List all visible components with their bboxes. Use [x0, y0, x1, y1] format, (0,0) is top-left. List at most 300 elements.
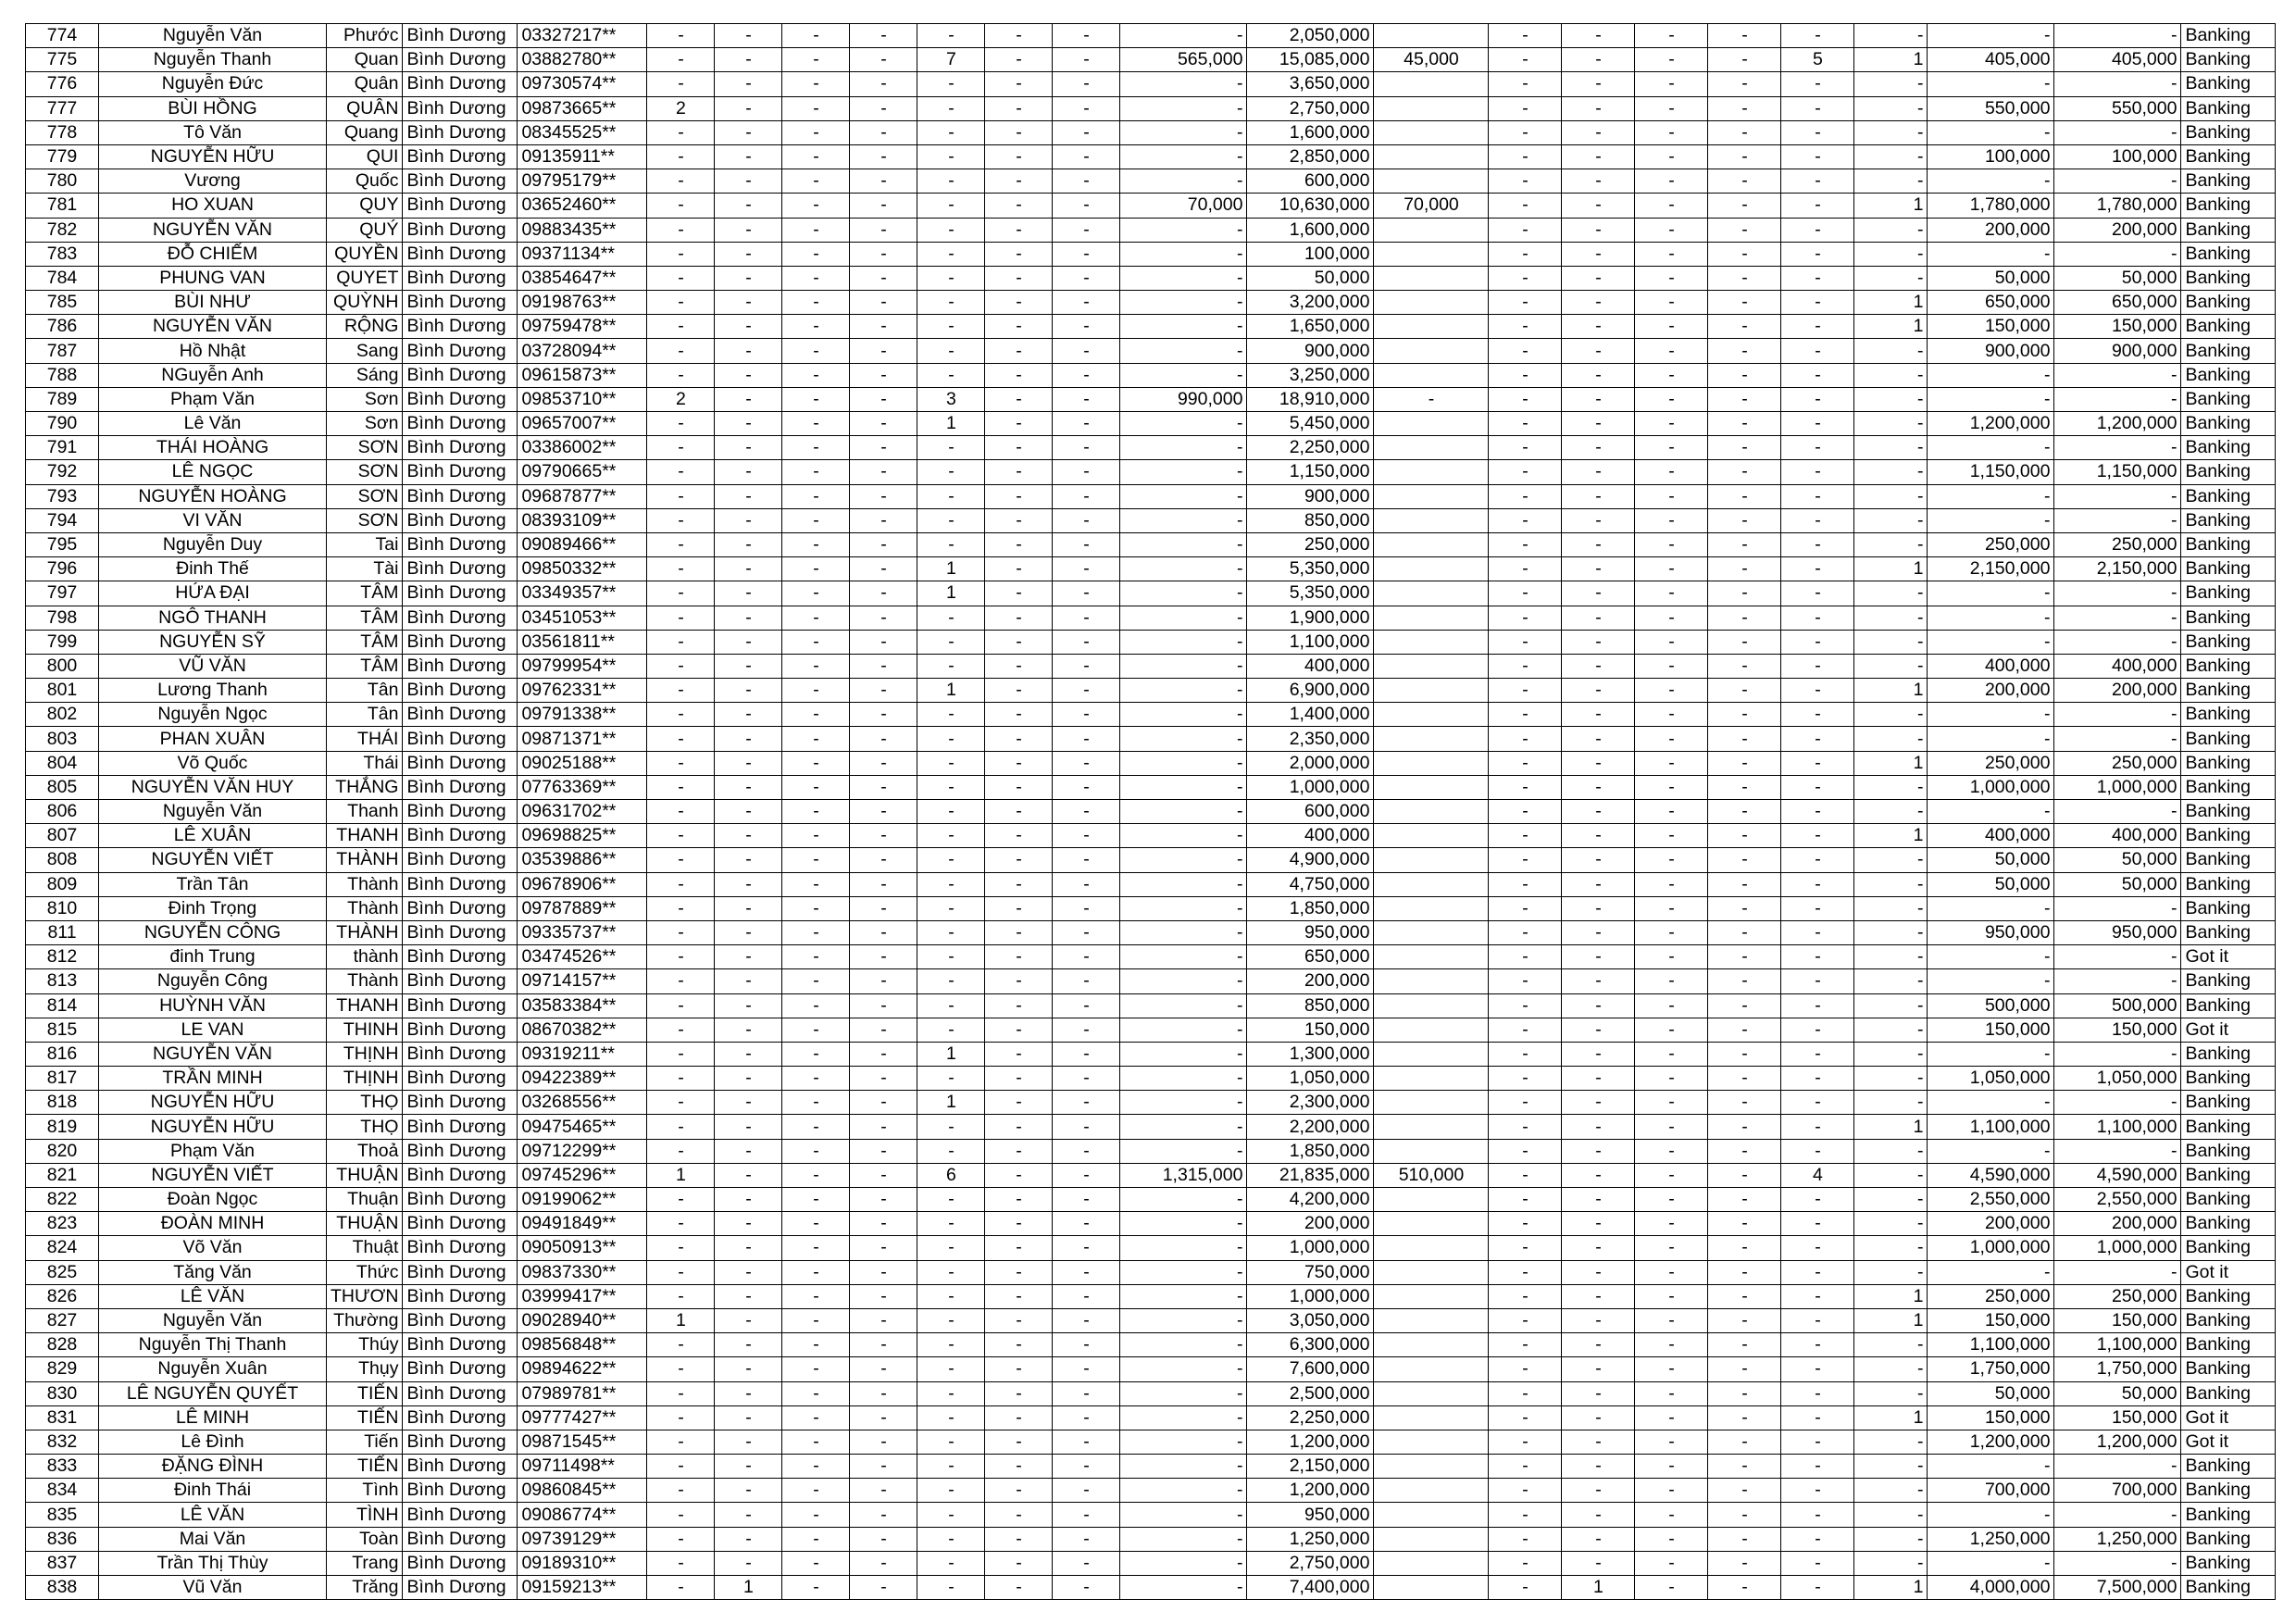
cell-sdt: 09631702** [518, 800, 647, 824]
cell-c6: - [985, 1308, 1053, 1332]
cell-c4: - [850, 96, 917, 120]
cell-sdt: 09319211** [518, 1042, 647, 1066]
table-row [26, 291, 2276, 315]
cell-stt: 779 [26, 144, 99, 169]
cell-sdt: 03474526** [518, 945, 647, 969]
cell-ten: Quốc [327, 169, 403, 194]
cell-c6: - [985, 315, 1053, 339]
spreadsheet-table [25, 23, 2276, 1600]
cell-d6: - [1854, 1163, 1928, 1187]
cell-v2: 150,000 [1247, 1018, 1374, 1042]
cell-c6: - [985, 387, 1053, 411]
cell-ten: Thụy [327, 1357, 403, 1381]
cell-c5: 6 [917, 1163, 985, 1187]
cell-d6: 1 [1854, 824, 1928, 848]
cell-v2: 650,000 [1247, 945, 1374, 969]
cell-c7: - [1053, 1163, 1120, 1187]
cell-c7: - [1053, 315, 1120, 339]
cell-stt: 788 [26, 363, 99, 387]
cell-v1: - [1120, 920, 1247, 944]
cell-c5: 1 [917, 581, 985, 606]
cell-d3: - [1635, 266, 1708, 290]
cell-d1: - [1489, 1333, 1562, 1357]
cell-c7: - [1053, 1503, 1120, 1527]
cell-v1: - [1120, 1576, 1247, 1600]
cell-v5: 250,000 [2054, 751, 2181, 775]
cell-d5: - [1781, 1260, 1854, 1284]
cell-c6: - [985, 872, 1053, 896]
cell-c1: - [647, 194, 715, 218]
cell-c6: - [985, 1091, 1053, 1115]
cell-d5: - [1781, 484, 1854, 508]
cell-tinh: Bình Dương [403, 993, 518, 1018]
cell-c1: - [647, 120, 715, 144]
cell-d5: - [1781, 315, 1854, 339]
table-row [26, 120, 2276, 144]
cell-c1: - [647, 751, 715, 775]
cell-c3: - [782, 266, 850, 290]
cell-d4: - [1708, 218, 1781, 242]
cell-ten: Quang [327, 120, 403, 144]
cell-ten: Phước [327, 24, 403, 48]
cell-c5: - [917, 1357, 985, 1381]
cell-v2: 50,000 [1247, 266, 1374, 290]
cell-v3 [1374, 1455, 1489, 1479]
cell-pay: Banking [2181, 775, 2276, 799]
cell-c3: - [782, 242, 850, 266]
cell-c2: - [715, 266, 782, 290]
cell-d3: - [1635, 824, 1708, 848]
cell-c2: - [715, 120, 782, 144]
cell-v1: - [1120, 679, 1247, 703]
cell-d5: - [1781, 1357, 1854, 1381]
cell-v4: - [1928, 436, 2054, 460]
cell-d1: - [1489, 824, 1562, 848]
cell-v2: 2,300,000 [1247, 1091, 1374, 1115]
cell-c2: - [715, 800, 782, 824]
table-row [26, 1067, 2276, 1091]
cell-pay: Banking [2181, 1333, 2276, 1357]
cell-d4: - [1708, 1357, 1781, 1381]
cell-d6: - [1854, 727, 1928, 751]
cell-pay: Banking [2181, 1067, 2276, 1091]
cell-d1: - [1489, 1091, 1562, 1115]
cell-d3: - [1635, 194, 1708, 218]
cell-d5: - [1781, 848, 1854, 872]
cell-sdt: 09475465** [518, 1115, 647, 1139]
cell-ho: THÁI HOÀNG [99, 436, 327, 460]
cell-c2: - [715, 945, 782, 969]
cell-c3: - [782, 1188, 850, 1212]
cell-v2: 15,085,000 [1247, 48, 1374, 72]
cell-c5: 1 [917, 557, 985, 581]
cell-v5: - [2054, 1551, 2181, 1575]
cell-c6: - [985, 1115, 1053, 1139]
cell-c5: - [917, 1551, 985, 1575]
cell-v1: - [1120, 436, 1247, 460]
cell-d6: - [1854, 1551, 1928, 1575]
cell-d4: - [1708, 532, 1781, 556]
cell-c6: - [985, 848, 1053, 872]
cell-d1: - [1489, 144, 1562, 169]
table-row [26, 1479, 2276, 1503]
cell-v3 [1374, 1381, 1489, 1405]
cell-c3: - [782, 1405, 850, 1430]
cell-tinh: Bình Dương [403, 1381, 518, 1405]
cell-c7: - [1053, 532, 1120, 556]
table-row [26, 508, 2276, 532]
cell-ten: TÂM [327, 654, 403, 678]
cell-d4: - [1708, 1503, 1781, 1527]
cell-ho: Đoàn Ngọc [99, 1188, 327, 1212]
cell-v1: - [1120, 1236, 1247, 1260]
cell-c7: - [1053, 1357, 1120, 1381]
cell-d4: - [1708, 169, 1781, 194]
cell-c5: - [917, 1455, 985, 1479]
cell-c7: - [1053, 363, 1120, 387]
cell-d2: - [1562, 1381, 1635, 1405]
cell-c7: - [1053, 508, 1120, 532]
cell-v1: - [1120, 315, 1247, 339]
cell-pay: Banking [2181, 120, 2276, 144]
cell-c2: - [715, 751, 782, 775]
cell-pay: Banking [2181, 1527, 2276, 1551]
cell-d4: - [1708, 24, 1781, 48]
cell-v5: 100,000 [2054, 144, 2181, 169]
cell-c5: - [917, 1188, 985, 1212]
table-row [26, 1381, 2276, 1405]
cell-v5: 4,590,000 [2054, 1163, 2181, 1187]
cell-d5: - [1781, 945, 1854, 969]
cell-c6: - [985, 508, 1053, 532]
cell-v5: 900,000 [2054, 339, 2181, 363]
cell-ho: đinh Trung [99, 945, 327, 969]
cell-d4: - [1708, 800, 1781, 824]
cell-stt: 780 [26, 169, 99, 194]
cell-tinh: Bình Dương [403, 218, 518, 242]
cell-d6: 1 [1854, 194, 1928, 218]
cell-v4: 1,000,000 [1928, 775, 2054, 799]
cell-c1: - [647, 945, 715, 969]
cell-d3: - [1635, 24, 1708, 48]
cell-v3 [1374, 751, 1489, 775]
cell-c1: - [647, 1115, 715, 1139]
cell-v3 [1374, 679, 1489, 703]
cell-c6: - [985, 1188, 1053, 1212]
cell-c6: - [985, 606, 1053, 630]
cell-sdt: 09687877** [518, 484, 647, 508]
cell-c5: - [917, 218, 985, 242]
cell-d3: - [1635, 1139, 1708, 1163]
cell-d5: - [1781, 412, 1854, 436]
cell-v4: - [1928, 800, 2054, 824]
cell-v4: - [1928, 387, 2054, 411]
cell-d6: - [1854, 1042, 1928, 1066]
cell-c1: - [647, 339, 715, 363]
cell-stt: 831 [26, 1405, 99, 1430]
table-row [26, 824, 2276, 848]
cell-v1: - [1120, 532, 1247, 556]
cell-c5: - [917, 436, 985, 460]
cell-stt: 781 [26, 194, 99, 218]
cell-stt: 790 [26, 412, 99, 436]
cell-v5: 2,150,000 [2054, 557, 2181, 581]
cell-d1: - [1489, 896, 1562, 920]
cell-c1: - [647, 24, 715, 48]
cell-c3: - [782, 72, 850, 96]
cell-c3: - [782, 1091, 850, 1115]
table-row [26, 606, 2276, 630]
cell-c1: - [647, 679, 715, 703]
cell-c7: - [1053, 1527, 1120, 1551]
cell-v1: - [1120, 703, 1247, 727]
cell-c1: - [647, 969, 715, 993]
cell-c4: - [850, 630, 917, 654]
cell-tinh: Bình Dương [403, 1018, 518, 1042]
cell-v3: - [1374, 387, 1489, 411]
cell-d6: - [1854, 1260, 1928, 1284]
cell-c5: - [917, 508, 985, 532]
cell-sdt: 09135911** [518, 144, 647, 169]
cell-sdt: 03386002** [518, 436, 647, 460]
cell-c6: - [985, 751, 1053, 775]
cell-stt: 832 [26, 1430, 99, 1454]
cell-v3 [1374, 1405, 1489, 1430]
cell-v3 [1374, 824, 1489, 848]
cell-d4: - [1708, 484, 1781, 508]
cell-v1: - [1120, 1212, 1247, 1236]
cell-ho: LÊ NGUYỄN QUYẾT [99, 1381, 327, 1405]
table-row [26, 1308, 2276, 1332]
cell-c7: - [1053, 1260, 1120, 1284]
cell-d4: - [1708, 1527, 1781, 1551]
cell-stt: 799 [26, 630, 99, 654]
cell-tinh: Bình Dương [403, 1212, 518, 1236]
cell-d4: - [1708, 703, 1781, 727]
cell-ho: Nguyễn Văn [99, 24, 327, 48]
cell-d1: - [1489, 194, 1562, 218]
cell-sdt: 09199062** [518, 1188, 647, 1212]
cell-d1: - [1489, 1357, 1562, 1381]
cell-v5: - [2054, 1455, 2181, 1479]
cell-pay: Banking [2181, 896, 2276, 920]
cell-c2: - [715, 1455, 782, 1479]
cell-c4: - [850, 484, 917, 508]
cell-pay: Banking [2181, 969, 2276, 993]
cell-ho: HỨA ĐẠI [99, 581, 327, 606]
cell-c6: - [985, 72, 1053, 96]
cell-c4: - [850, 606, 917, 630]
cell-c2: - [715, 848, 782, 872]
cell-stt: 807 [26, 824, 99, 848]
cell-c5: - [917, 1479, 985, 1503]
cell-c3: - [782, 218, 850, 242]
cell-d2: - [1562, 557, 1635, 581]
cell-v3 [1374, 1308, 1489, 1332]
cell-d6: 1 [1854, 1308, 1928, 1332]
cell-v3 [1374, 1479, 1489, 1503]
cell-v4: 405,000 [1928, 48, 2054, 72]
cell-sdt: 03268556** [518, 1091, 647, 1115]
cell-d1: - [1489, 24, 1562, 48]
cell-v1: 565,000 [1120, 48, 1247, 72]
cell-c4: - [850, 581, 917, 606]
cell-d5: - [1781, 1455, 1854, 1479]
cell-d3: - [1635, 96, 1708, 120]
cell-tinh: Bình Dương [403, 291, 518, 315]
cell-v2: 10,630,000 [1247, 194, 1374, 218]
cell-ho: Nguyễn Thanh [99, 48, 327, 72]
cell-d2: - [1562, 484, 1635, 508]
cell-v5: 405,000 [2054, 48, 2181, 72]
cell-stt: 805 [26, 775, 99, 799]
cell-c2: - [715, 72, 782, 96]
cell-v3 [1374, 120, 1489, 144]
cell-v4: 950,000 [1928, 920, 2054, 944]
cell-d4: - [1708, 1405, 1781, 1430]
cell-tinh: Bình Dương [403, 412, 518, 436]
cell-ho: Phạm Văn [99, 387, 327, 411]
cell-d2: - [1562, 1479, 1635, 1503]
cell-c7: - [1053, 72, 1120, 96]
cell-c1: - [647, 557, 715, 581]
cell-c5: - [917, 1405, 985, 1430]
cell-c1: - [647, 606, 715, 630]
cell-c2: - [715, 896, 782, 920]
cell-d4: - [1708, 824, 1781, 848]
cell-c4: - [850, 144, 917, 169]
cell-c1: - [647, 1284, 715, 1308]
cell-v5: - [2054, 436, 2181, 460]
cell-d6: - [1854, 24, 1928, 48]
cell-tinh: Bình Dương [403, 242, 518, 266]
cell-c7: - [1053, 484, 1120, 508]
cell-v4: - [1928, 1503, 2054, 1527]
cell-c5: - [917, 654, 985, 678]
cell-tinh: Bình Dương [403, 920, 518, 944]
cell-c7: - [1053, 630, 1120, 654]
cell-d4: - [1708, 1212, 1781, 1236]
cell-tinh: Bình Dương [403, 24, 518, 48]
cell-v2: 600,000 [1247, 800, 1374, 824]
cell-d4: - [1708, 1163, 1781, 1187]
cell-c6: - [985, 654, 1053, 678]
cell-d6: - [1854, 606, 1928, 630]
cell-v2: 850,000 [1247, 508, 1374, 532]
cell-tinh: Bình Dương [403, 436, 518, 460]
cell-c2: - [715, 1163, 782, 1187]
cell-v4: 150,000 [1928, 1405, 2054, 1430]
cell-tinh: Bình Dương [403, 387, 518, 411]
cell-v5: 200,000 [2054, 218, 2181, 242]
cell-c1: - [647, 1381, 715, 1405]
cell-d1: - [1489, 315, 1562, 339]
cell-ho: NGUYỄN HỮU [99, 1091, 327, 1115]
cell-v4: 1,150,000 [1928, 460, 2054, 484]
cell-c2: - [715, 436, 782, 460]
cell-c2: - [715, 1115, 782, 1139]
cell-v1: - [1120, 291, 1247, 315]
cell-sdt: 09615873** [518, 363, 647, 387]
cell-c2: - [715, 1503, 782, 1527]
cell-ten: Tân [327, 703, 403, 727]
cell-c6: - [985, 169, 1053, 194]
cell-v1: - [1120, 1308, 1247, 1332]
cell-c6: - [985, 1503, 1053, 1527]
cell-c1: - [647, 48, 715, 72]
cell-c4: - [850, 266, 917, 290]
cell-c3: - [782, 1308, 850, 1332]
cell-ten: Thúy [327, 1333, 403, 1357]
cell-sdt: 09730574** [518, 72, 647, 96]
cell-tinh: Bình Dương [403, 630, 518, 654]
cell-d2: - [1562, 387, 1635, 411]
cell-c7: - [1053, 1018, 1120, 1042]
cell-d6: - [1854, 218, 1928, 242]
cell-stt: 820 [26, 1139, 99, 1163]
cell-v5: 7,500,000 [2054, 1576, 2181, 1600]
cell-d3: - [1635, 1067, 1708, 1091]
table-row [26, 1236, 2276, 1260]
cell-stt: 818 [26, 1091, 99, 1115]
cell-sdt: 08345525** [518, 120, 647, 144]
cell-stt: 809 [26, 872, 99, 896]
cell-c6: - [985, 920, 1053, 944]
cell-d5: - [1781, 218, 1854, 242]
cell-v5: 50,000 [2054, 1381, 2181, 1405]
cell-v4: 150,000 [1928, 315, 2054, 339]
cell-stt: 777 [26, 96, 99, 120]
cell-c3: - [782, 775, 850, 799]
cell-d3: - [1635, 1091, 1708, 1115]
cell-d1: - [1489, 387, 1562, 411]
cell-v3 [1374, 1212, 1489, 1236]
cell-ten: Thái [327, 751, 403, 775]
cell-pay: Banking [2181, 824, 2276, 848]
cell-d3: - [1635, 291, 1708, 315]
cell-stt: 816 [26, 1042, 99, 1066]
cell-c4: - [850, 557, 917, 581]
cell-ten: Tình [327, 1479, 403, 1503]
cell-v5: 250,000 [2054, 1284, 2181, 1308]
cell-v3 [1374, 606, 1489, 630]
cell-c3: - [782, 1430, 850, 1454]
cell-c3: - [782, 339, 850, 363]
cell-c1: - [647, 1551, 715, 1575]
cell-d2: - [1562, 315, 1635, 339]
cell-d1: - [1489, 727, 1562, 751]
cell-v3 [1374, 581, 1489, 606]
cell-pay: Banking [2181, 460, 2276, 484]
cell-d3: - [1635, 969, 1708, 993]
cell-c5: - [917, 630, 985, 654]
cell-stt: 837 [26, 1551, 99, 1575]
cell-d5: - [1781, 800, 1854, 824]
cell-c1: - [647, 1333, 715, 1357]
cell-d2: - [1562, 1139, 1635, 1163]
cell-c6: - [985, 1479, 1053, 1503]
cell-c2: - [715, 1551, 782, 1575]
cell-d6: 1 [1854, 557, 1928, 581]
cell-c6: - [985, 993, 1053, 1018]
cell-v2: 250,000 [1247, 532, 1374, 556]
cell-c1: - [647, 727, 715, 751]
cell-c4: - [850, 1503, 917, 1527]
cell-c7: - [1053, 824, 1120, 848]
cell-d5: - [1781, 1236, 1854, 1260]
cell-d4: - [1708, 920, 1781, 944]
cell-d5: - [1781, 1479, 1854, 1503]
